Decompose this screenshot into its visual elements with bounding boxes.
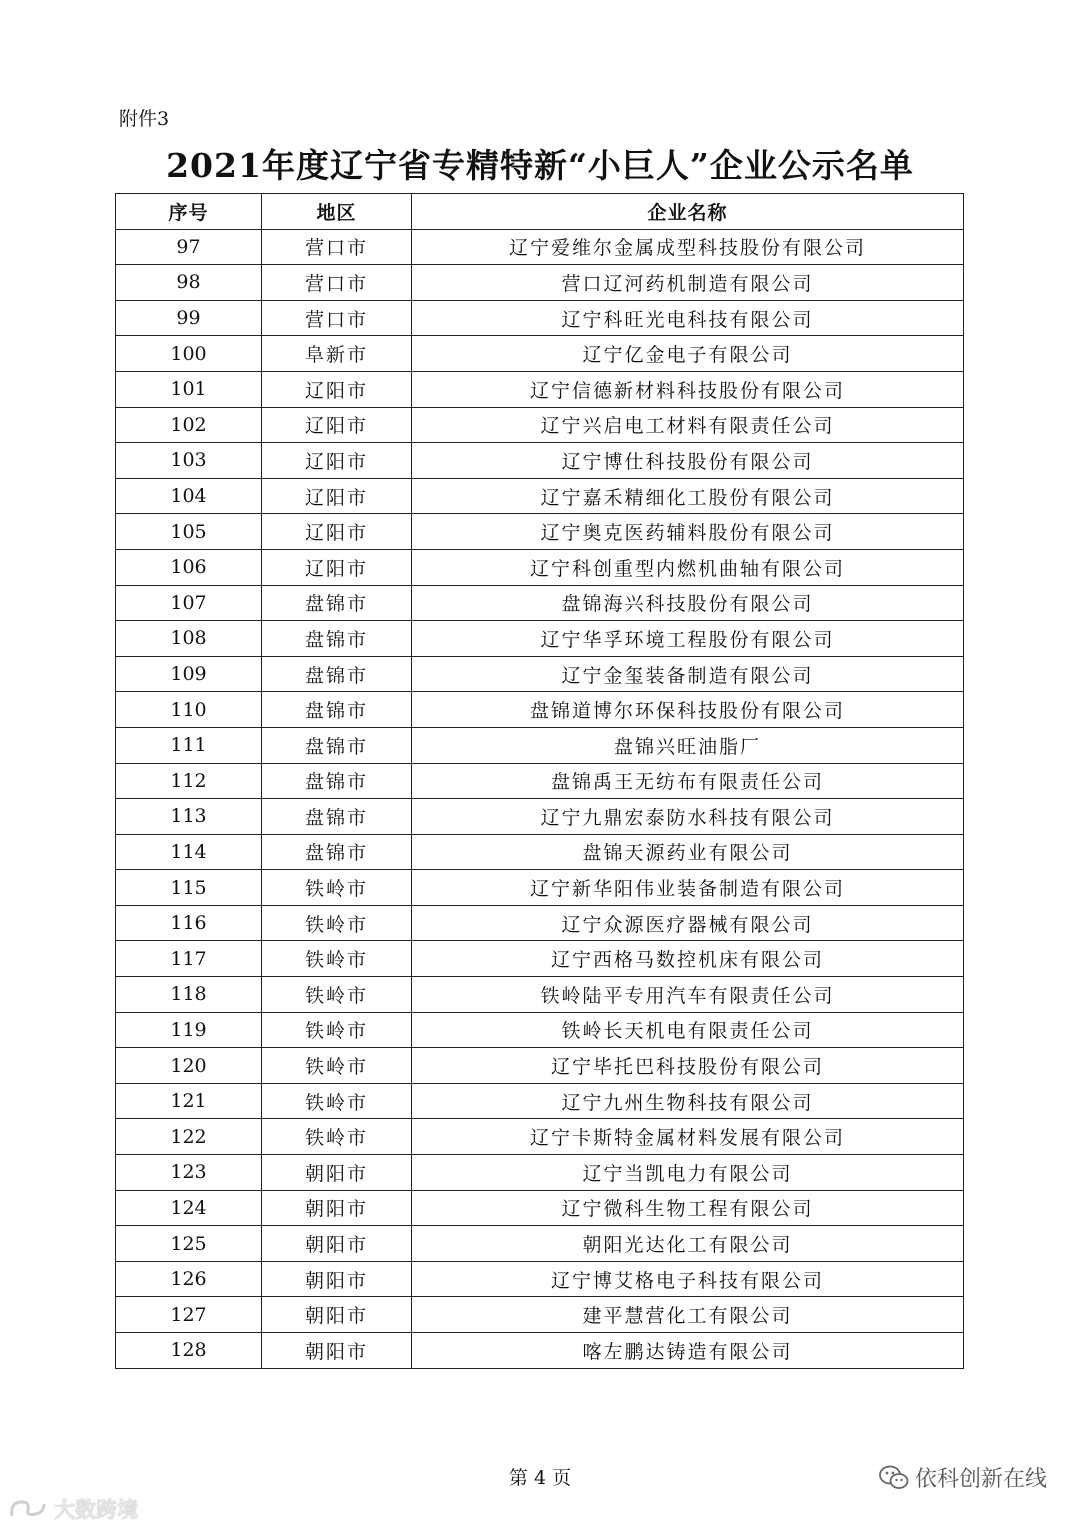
number-cell: 127 bbox=[116, 1297, 262, 1333]
region-cell: 营口市 bbox=[262, 300, 412, 336]
region-cell: 辽阳市 bbox=[262, 514, 412, 550]
company-cell: 盘锦兴旺油脂厂 bbox=[412, 727, 964, 763]
region-cell: 铁岭市 bbox=[262, 1119, 412, 1155]
region-cell: 盘锦市 bbox=[262, 621, 412, 657]
watermark-right-text: 依科创新在线 bbox=[914, 1467, 1047, 1492]
region-cell: 盘锦市 bbox=[262, 656, 412, 692]
table-header-row bbox=[116, 194, 964, 230]
company-cell: 辽宁兴启电工材料有限责任公司 bbox=[412, 407, 964, 443]
table-row bbox=[116, 1083, 964, 1119]
region-cell: 盘锦市 bbox=[262, 727, 412, 763]
number-cell: 116 bbox=[116, 905, 262, 941]
region-cell: 阜新市 bbox=[262, 336, 412, 372]
region-cell: 辽阳市 bbox=[262, 371, 412, 407]
table-row bbox=[116, 763, 964, 799]
header-region: 地区 bbox=[262, 194, 412, 230]
number-cell: 122 bbox=[116, 1119, 262, 1155]
region-cell: 铁岭市 bbox=[262, 870, 412, 906]
number-cell: 119 bbox=[116, 1012, 262, 1048]
company-cell: 辽宁九州生物科技有限公司 bbox=[412, 1083, 964, 1119]
region-cell: 营口市 bbox=[262, 229, 412, 265]
company-cell: 铁岭陆平专用汽车有限责任公司 bbox=[412, 977, 964, 1013]
table-row bbox=[116, 1190, 964, 1226]
company-cell: 辽宁当凯电力有限公司 bbox=[412, 1155, 964, 1191]
company-cell: 辽宁金玺装备制造有限公司 bbox=[412, 656, 964, 692]
region-cell: 辽阳市 bbox=[262, 478, 412, 514]
number-cell: 110 bbox=[116, 692, 262, 728]
number-cell: 101 bbox=[116, 371, 262, 407]
company-cell: 盘锦禹王无纺布有限责任公司 bbox=[412, 763, 964, 799]
table-row bbox=[116, 1155, 964, 1191]
table-row bbox=[116, 941, 964, 977]
number-cell: 112 bbox=[116, 763, 262, 799]
table-row bbox=[116, 727, 964, 763]
table-row bbox=[116, 1297, 964, 1333]
region-cell: 铁岭市 bbox=[262, 1083, 412, 1119]
table-row bbox=[116, 799, 964, 835]
company-cell: 朝阳光达化工有限公司 bbox=[412, 1226, 964, 1262]
region-cell: 朝阳市 bbox=[262, 1333, 412, 1369]
number-cell: 102 bbox=[116, 407, 262, 443]
table-row bbox=[116, 265, 964, 301]
number-cell: 118 bbox=[116, 977, 262, 1013]
company-cell: 辽宁众源医疗器械有限公司 bbox=[412, 905, 964, 941]
table-row bbox=[116, 977, 964, 1013]
region-cell: 辽阳市 bbox=[262, 407, 412, 443]
page-number: 第 4 页 bbox=[508, 1467, 572, 1489]
number-cell: 117 bbox=[116, 941, 262, 977]
table-row bbox=[116, 1048, 964, 1084]
company-cell: 铁岭长天机电有限责任公司 bbox=[412, 1012, 964, 1048]
region-cell: 盘锦市 bbox=[262, 799, 412, 835]
number-cell: 128 bbox=[116, 1333, 262, 1369]
region-cell: 铁岭市 bbox=[262, 977, 412, 1013]
table-row bbox=[116, 905, 964, 941]
company-cell: 辽宁微科生物工程有限公司 bbox=[412, 1190, 964, 1226]
company-cell: 辽宁亿金电子有限公司 bbox=[412, 336, 964, 372]
region-cell: 盘锦市 bbox=[262, 585, 412, 621]
company-cell: 辽宁华孚环境工程股份有限公司 bbox=[412, 621, 964, 657]
company-cell: 辽宁西格马数控机床有限公司 bbox=[412, 941, 964, 977]
number-cell: 115 bbox=[116, 870, 262, 906]
number-cell: 98 bbox=[116, 265, 262, 301]
watermark-left bbox=[8, 1494, 138, 1524]
watermark-left-text: 大数跨境 bbox=[54, 1498, 138, 1522]
region-cell: 铁岭市 bbox=[262, 1012, 412, 1048]
region-cell: 铁岭市 bbox=[262, 905, 412, 941]
table-row bbox=[116, 870, 964, 906]
table-row bbox=[116, 834, 964, 870]
region-cell: 盘锦市 bbox=[262, 834, 412, 870]
company-cell: 辽宁科创重型内燃机曲轴有限公司 bbox=[412, 549, 964, 585]
number-cell: 100 bbox=[116, 336, 262, 372]
region-cell: 营口市 bbox=[262, 265, 412, 301]
region-cell: 朝阳市 bbox=[262, 1155, 412, 1191]
attachment-label: 附件3 bbox=[119, 108, 170, 130]
number-cell: 97 bbox=[116, 229, 262, 265]
table-row bbox=[116, 478, 964, 514]
number-cell: 120 bbox=[116, 1048, 262, 1084]
company-cell: 辽宁爱维尔金属成型科技股份有限公司 bbox=[412, 229, 964, 265]
region-cell: 盘锦市 bbox=[262, 763, 412, 799]
region-cell: 朝阳市 bbox=[262, 1261, 412, 1297]
number-cell: 123 bbox=[116, 1155, 262, 1191]
company-cell: 辽宁九鼎宏泰防水科技有限公司 bbox=[412, 799, 964, 835]
number-cell: 103 bbox=[116, 443, 262, 479]
region-cell: 朝阳市 bbox=[262, 1297, 412, 1333]
company-cell: 盘锦海兴科技股份有限公司 bbox=[412, 585, 964, 621]
number-cell: 113 bbox=[116, 799, 262, 835]
region-cell: 辽阳市 bbox=[262, 549, 412, 585]
table-row bbox=[116, 621, 964, 657]
company-cell: 辽宁毕托巴科技股份有限公司 bbox=[412, 1048, 964, 1084]
number-cell: 124 bbox=[116, 1190, 262, 1226]
company-cell: 辽宁嘉禾精细化工股份有限公司 bbox=[412, 478, 964, 514]
table-body bbox=[116, 229, 964, 1368]
company-cell: 建平慧营化工有限公司 bbox=[412, 1297, 964, 1333]
company-cell: 辽宁科旺光电科技有限公司 bbox=[412, 300, 964, 336]
number-cell: 114 bbox=[116, 834, 262, 870]
table-row bbox=[116, 336, 964, 372]
company-cell: 营口辽河药机制造有限公司 bbox=[412, 265, 964, 301]
wechat-icon bbox=[879, 1465, 909, 1491]
number-cell: 111 bbox=[116, 727, 262, 763]
region-cell: 辽阳市 bbox=[262, 443, 412, 479]
number-cell: 107 bbox=[116, 585, 262, 621]
company-cell: 辽宁新华阳伟业装备制造有限公司 bbox=[412, 870, 964, 906]
company-cell: 辽宁奥克医药辅料股份有限公司 bbox=[412, 514, 964, 550]
table-row bbox=[116, 656, 964, 692]
region-cell: 盘锦市 bbox=[262, 692, 412, 728]
number-cell: 125 bbox=[116, 1226, 262, 1262]
company-cell: 盘锦天源药业有限公司 bbox=[412, 834, 964, 870]
number-cell: 126 bbox=[116, 1261, 262, 1297]
table-row bbox=[116, 371, 964, 407]
number-cell: 104 bbox=[116, 478, 262, 514]
region-cell: 铁岭市 bbox=[262, 941, 412, 977]
region-cell: 铁岭市 bbox=[262, 1048, 412, 1084]
number-cell: 105 bbox=[116, 514, 262, 550]
header-number: 序号 bbox=[116, 194, 262, 230]
table-row bbox=[116, 1226, 964, 1262]
watermark-right bbox=[879, 1462, 1047, 1493]
table-row bbox=[116, 549, 964, 585]
region-cell: 朝阳市 bbox=[262, 1190, 412, 1226]
table-row bbox=[116, 443, 964, 479]
number-cell: 106 bbox=[116, 549, 262, 585]
table-row bbox=[116, 229, 964, 265]
header-company: 企业名称 bbox=[412, 194, 964, 230]
number-cell: 99 bbox=[116, 300, 262, 336]
table-row bbox=[116, 585, 964, 621]
company-cell: 盘锦道博尔环保科技股份有限公司 bbox=[412, 692, 964, 728]
table-row bbox=[116, 1261, 964, 1297]
company-cell: 辽宁信德新材料科技股份有限公司 bbox=[412, 371, 964, 407]
company-cell: 辽宁博仕科技股份有限公司 bbox=[412, 443, 964, 479]
company-cell: 喀左鹏达铸造有限公司 bbox=[412, 1333, 964, 1369]
region-cell: 朝阳市 bbox=[262, 1226, 412, 1262]
table-row bbox=[116, 514, 964, 550]
page-title: 2021年度辽宁省专精特新“小巨人”企业公示名单 bbox=[166, 146, 914, 185]
table-row bbox=[116, 692, 964, 728]
table-row bbox=[116, 1333, 964, 1369]
number-cell: 121 bbox=[116, 1083, 262, 1119]
number-cell: 109 bbox=[116, 656, 262, 692]
company-cell: 辽宁卡斯特金属材料发展有限公司 bbox=[412, 1119, 964, 1155]
table-row bbox=[116, 300, 964, 336]
enterprise-table bbox=[115, 193, 964, 1369]
company-cell: 辽宁博艾格电子科技有限公司 bbox=[412, 1261, 964, 1297]
brand-logo-icon bbox=[8, 1498, 48, 1520]
table-row bbox=[116, 407, 964, 443]
table-row bbox=[116, 1119, 964, 1155]
number-cell: 108 bbox=[116, 621, 262, 657]
table-row bbox=[116, 1012, 964, 1048]
